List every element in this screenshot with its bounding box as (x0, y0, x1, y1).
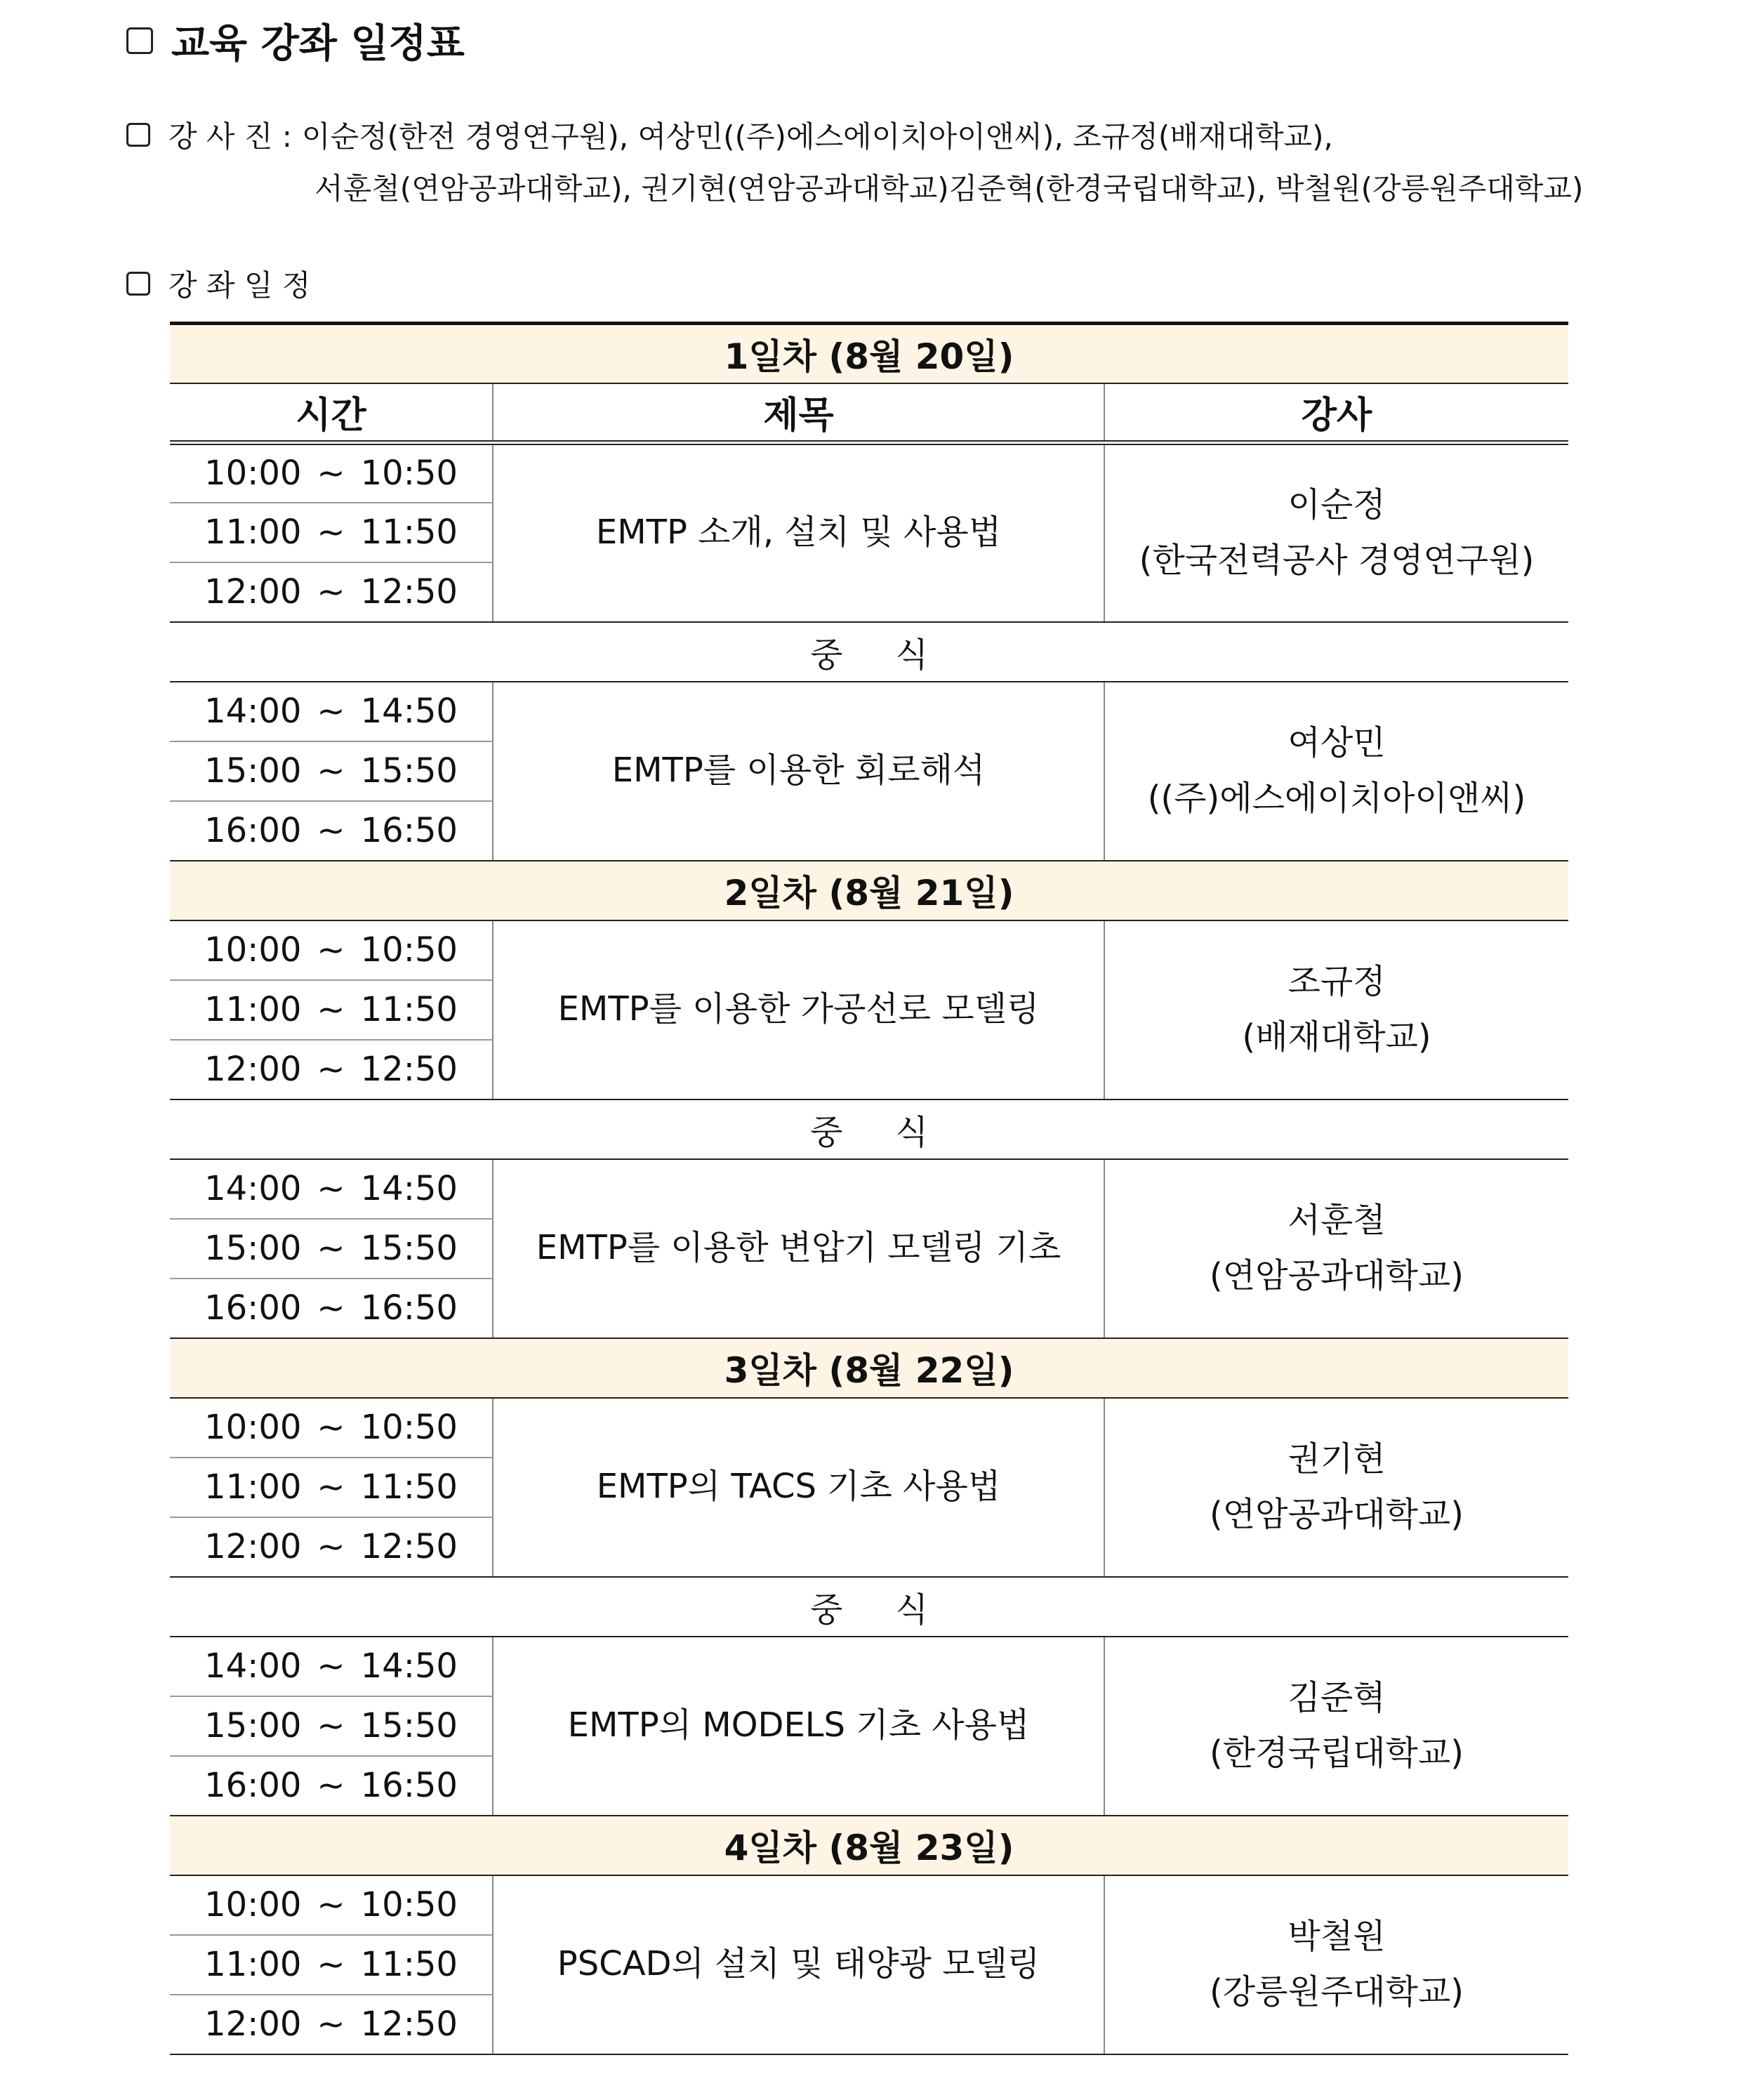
instructor-affiliation: (한경국립대학교) (1209, 1734, 1464, 1773)
start-time: 12:00 (204, 2005, 302, 2044)
tilde: ~ (317, 1050, 345, 1089)
start-time: 11:00 (204, 1467, 302, 1507)
header-time: 시간 (170, 383, 493, 443)
day-header-row (170, 861, 1568, 920)
instructors-line1: 이순정(한전 경영연구원), 여상민((주)에스에이치아이앤씨), 조규정(배재대학교), (301, 119, 1333, 154)
time-slot (170, 562, 493, 622)
time-slot (170, 1458, 493, 1517)
start-time: 15:00 (204, 1706, 302, 1745)
checkbox-icon (126, 272, 150, 296)
day-label: 4일차 (8월 23일) (170, 1816, 1568, 1875)
instructors-section (126, 114, 1333, 156)
start-time: 12:00 (204, 1050, 302, 1089)
lunch-label: 중 식 (810, 1590, 928, 1630)
time-slot (170, 1875, 493, 1935)
time-slot (170, 682, 493, 741)
start-time: 14:00 (204, 692, 302, 731)
time-slot (170, 1040, 493, 1099)
tilde: ~ (317, 1229, 345, 1268)
end-time: 10:50 (360, 1885, 458, 1924)
time-slot (170, 1219, 493, 1279)
end-time: 14:50 (360, 692, 458, 731)
tilde: ~ (317, 1885, 345, 1924)
day-label: 2일차 (8월 21일) (170, 861, 1568, 920)
start-time: 12:00 (204, 572, 302, 612)
time-slot (170, 1756, 493, 1816)
end-time: 11:50 (360, 1467, 458, 1507)
time-slot (170, 1637, 493, 1696)
start-time: 11:00 (204, 1945, 302, 1984)
start-time: 10:00 (204, 930, 302, 970)
time-slot (170, 1398, 493, 1458)
tilde: ~ (317, 572, 345, 612)
tilde: ~ (317, 1706, 345, 1745)
instructor-cell (1104, 443, 1568, 622)
schedule-label: 강 좌 일 정 (168, 268, 311, 303)
instructor-name: 여상민 (1287, 722, 1386, 762)
time-slot (170, 1159, 493, 1219)
tilde: ~ (317, 513, 345, 552)
header-title: 제목 (493, 383, 1104, 443)
start-time: 11:00 (204, 990, 302, 1029)
instructor-name: 권기현 (1287, 1439, 1386, 1479)
end-time: 11:50 (360, 1945, 458, 1984)
table-row (170, 443, 1568, 503)
end-time: 12:50 (360, 1050, 458, 1089)
instructor-affiliation: (연암공과대학교) (1209, 1256, 1464, 1295)
time-slot (170, 741, 493, 801)
start-time: 14:00 (204, 1169, 302, 1208)
tilde: ~ (317, 692, 345, 731)
table-row (170, 1637, 1568, 1696)
end-time: 15:50 (360, 1229, 458, 1268)
end-time: 16:50 (360, 811, 458, 850)
instructor-cell (1104, 1875, 1568, 2054)
end-time: 15:50 (360, 1706, 458, 1745)
time-slot (170, 443, 493, 503)
course-title: EMTP를 이용한 회로해석 (493, 682, 1104, 861)
tilde: ~ (317, 751, 345, 791)
tilde: ~ (317, 1288, 345, 1328)
instructor-cell (1104, 1398, 1568, 1577)
tilde: ~ (317, 811, 345, 850)
table-row (170, 682, 1568, 741)
start-time: 10:00 (204, 454, 302, 494)
tilde: ~ (317, 1527, 345, 1566)
instructor-affiliation: ((주)에스에이치아이앤씨) (1147, 779, 1526, 818)
instructors-label: 강 사 진 : (168, 119, 292, 154)
instructor-name: 박철원 (1287, 1916, 1386, 1956)
course-title: PSCAD의 설치 및 태양광 모델링 (493, 1875, 1104, 2054)
day-header-row (170, 1816, 1568, 1875)
time-slot (170, 1995, 493, 2054)
column-header-row (170, 383, 1568, 443)
time-slot (170, 1279, 493, 1338)
start-time: 10:00 (204, 1885, 302, 1924)
start-time: 15:00 (204, 751, 302, 791)
tilde: ~ (317, 990, 345, 1029)
schedule-table (170, 322, 1568, 2055)
start-time: 11:00 (204, 513, 302, 552)
start-time: 16:00 (204, 1766, 302, 1805)
start-time: 12:00 (204, 1527, 302, 1566)
end-time: 15:50 (360, 751, 458, 791)
instructor-cell (1104, 682, 1568, 861)
table-row (170, 1159, 1568, 1219)
tilde: ~ (317, 1408, 345, 1447)
instructor-cell (1104, 920, 1568, 1099)
time-slot (170, 801, 493, 861)
time-slot (170, 1696, 493, 1756)
header-instructor: 강사 (1104, 383, 1568, 443)
time-slot (170, 1935, 493, 1995)
end-time: 14:50 (360, 1169, 458, 1208)
time-slot (170, 920, 493, 980)
time-slot (170, 1517, 493, 1577)
checkbox-icon (126, 123, 150, 147)
tilde: ~ (317, 1467, 345, 1507)
end-time: 11:50 (360, 513, 458, 552)
schedule-section (126, 263, 310, 305)
course-title: EMTP의 TACS 기초 사용법 (493, 1398, 1104, 1577)
lunch-label: 중 식 (810, 635, 928, 675)
day-label: 3일차 (8월 22일) (170, 1338, 1568, 1398)
instructor-affiliation: (연암공과대학교) (1209, 1495, 1464, 1534)
time-slot (170, 980, 493, 1040)
tilde: ~ (317, 1646, 345, 1686)
instructor-name: 이순정 (1287, 485, 1386, 525)
instructor-name: 조규정 (1287, 961, 1386, 1001)
checkbox-icon (126, 27, 153, 54)
course-title: EMTP 소개, 설치 및 사용법 (493, 443, 1104, 622)
day-header-row (170, 1338, 1568, 1398)
start-time: 14:00 (204, 1646, 302, 1686)
table-row (170, 1398, 1568, 1458)
page-title-text: 교육 강좌 일정표 (171, 21, 465, 67)
course-title: EMTP의 MODELS 기초 사용법 (493, 1637, 1104, 1816)
instructor-cell (1104, 1159, 1568, 1338)
tilde: ~ (317, 1169, 345, 1208)
end-time: 10:50 (360, 930, 458, 970)
end-time: 14:50 (360, 1646, 458, 1686)
course-title: EMTP를 이용한 변압기 모델링 기초 (493, 1159, 1104, 1338)
end-time: 12:50 (360, 572, 458, 612)
instructors-line2: 서훈철(연암공과대학교), 권기현(연암공과대학교)김준혁(한경국립대학교), 박철원(강릉원주대학교) (315, 171, 1584, 206)
day-label: 1일차 (8월 20일) (170, 324, 1568, 383)
course-title: EMTP를 이용한 가공선로 모델링 (493, 920, 1104, 1099)
tilde: ~ (317, 930, 345, 970)
tilde: ~ (317, 2005, 345, 2044)
end-time: 12:50 (360, 2005, 458, 2044)
end-time: 11:50 (360, 990, 458, 1029)
lunch-row (170, 1577, 1568, 1637)
page-title (126, 13, 465, 69)
start-time: 16:00 (204, 811, 302, 850)
instructor-affiliation: (배재대학교) (1242, 1017, 1431, 1057)
table-row (170, 1875, 1568, 1935)
instructor-name: 서훈철 (1287, 1200, 1386, 1240)
lunch-row (170, 1099, 1568, 1159)
end-time: 10:50 (360, 1408, 458, 1447)
instructor-affiliation: (강릉원주대학교) (1209, 1972, 1464, 2012)
tilde: ~ (317, 454, 345, 494)
instructor-name: 김준혁 (1287, 1677, 1386, 1717)
end-time: 10:50 (360, 454, 458, 494)
lunch-row (170, 622, 1568, 682)
start-time: 10:00 (204, 1408, 302, 1447)
tilde: ~ (317, 1945, 345, 1984)
end-time: 16:50 (360, 1288, 458, 1328)
lunch-label: 중 식 (810, 1112, 928, 1152)
end-time: 12:50 (360, 1527, 458, 1566)
table-row (170, 920, 1568, 980)
start-time: 16:00 (204, 1288, 302, 1328)
start-time: 15:00 (204, 1229, 302, 1268)
instructor-cell (1104, 1637, 1568, 1816)
time-slot (170, 503, 493, 562)
day-header-row (170, 324, 1568, 383)
tilde: ~ (317, 1766, 345, 1805)
instructor-affiliation: (한국전력공사 경영연구원) (1139, 541, 1535, 581)
end-time: 16:50 (360, 1766, 458, 1805)
